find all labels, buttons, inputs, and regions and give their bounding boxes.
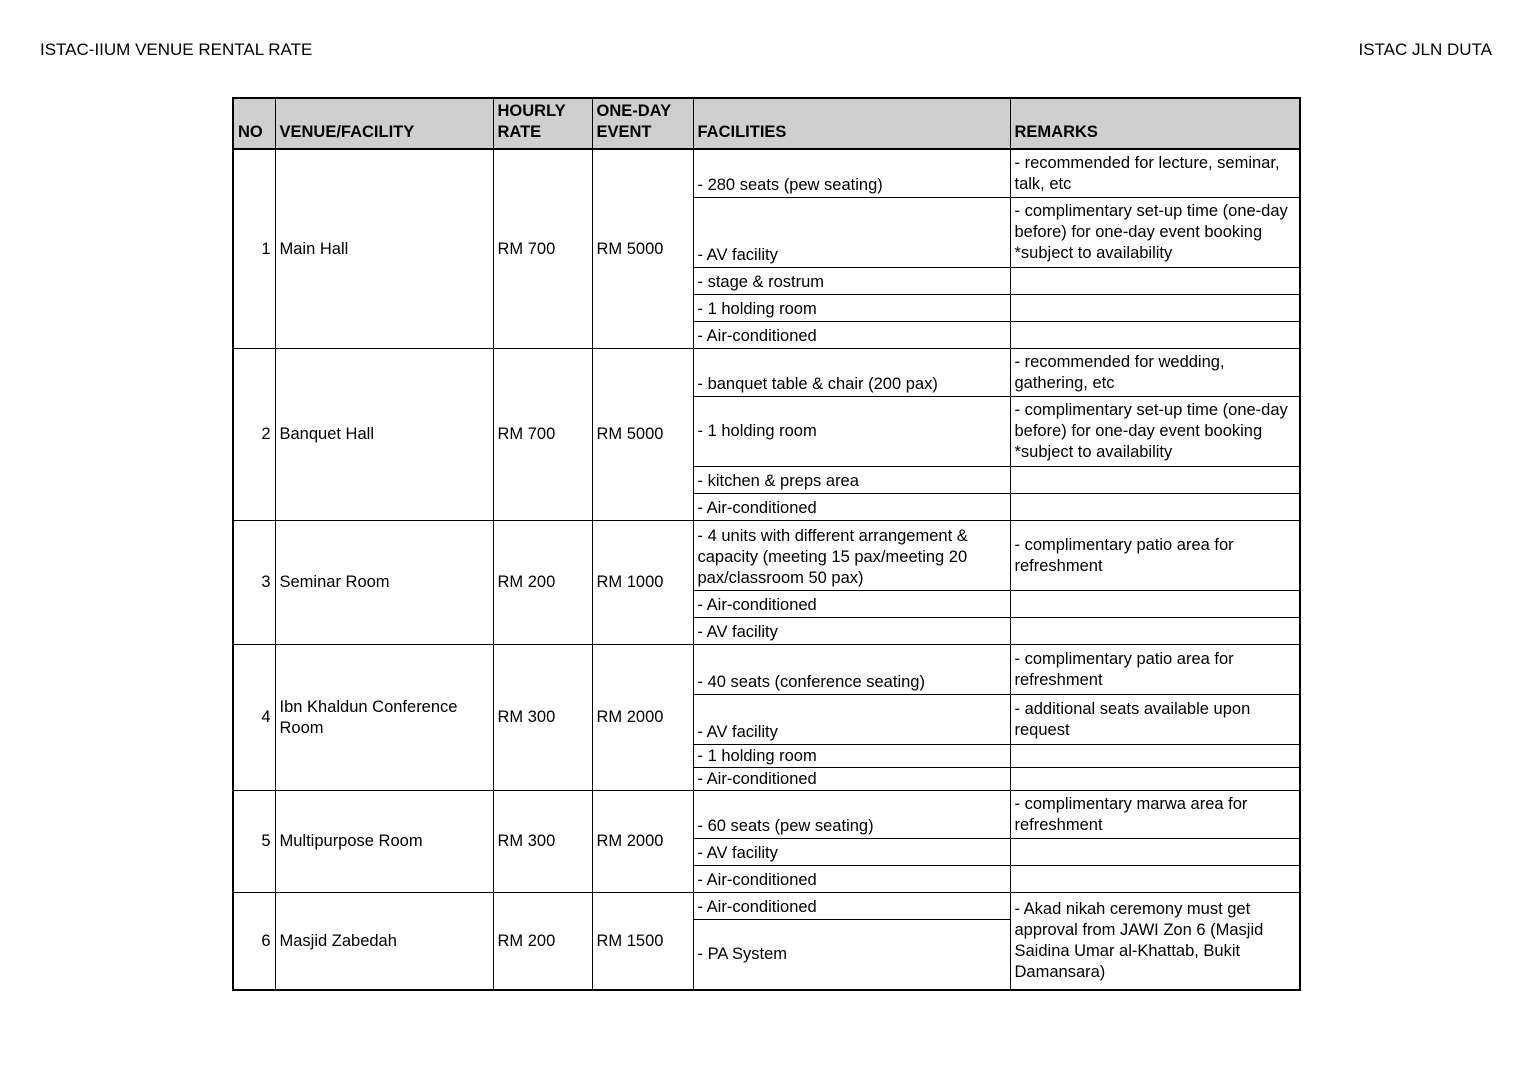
one-day-rate: RM 2000: [592, 644, 693, 790]
remark-item: - complimentary patio area for refreshment: [1010, 520, 1300, 590]
remark-item: [1010, 838, 1300, 865]
remark-item: [1010, 744, 1300, 767]
one-day-rate: RM 1500: [592, 892, 693, 990]
venue-name: Ibn Khaldun Conference Room: [275, 644, 493, 790]
facility-item: - 40 seats (conference seating): [693, 644, 1010, 694]
hourly-rate: RM 300: [493, 790, 592, 892]
header-oneday-line1: ONE-DAY: [596, 102, 672, 120]
facility-item: - 60 seats (pew seating): [693, 790, 1010, 838]
facility-item: - AV facility: [693, 197, 1010, 267]
document-location: ISTAC JLN DUTA: [1358, 40, 1492, 59]
remark-item: [1010, 321, 1300, 348]
venue-name: Main Hall: [275, 149, 493, 348]
facility-item: - AV facility: [693, 617, 1010, 644]
remark-item: - complimentary patio area for refreshment: [1010, 644, 1300, 694]
header-facilities: FACILITIES: [693, 98, 1010, 149]
facility-item: - Air-conditioned: [693, 892, 1010, 919]
remark-item: [1010, 590, 1300, 617]
document-title: ISTAC-IIUM VENUE RENTAL RATE: [40, 40, 313, 59]
remark-item: [1010, 617, 1300, 644]
table-row: [233, 348, 1300, 396]
venue-name: Masjid Zabedah: [275, 892, 493, 990]
facility-item: - AV facility: [693, 838, 1010, 865]
header-hourly-rate: [493, 98, 592, 149]
venue-no: 2: [233, 348, 275, 520]
remark-item: - additional seats available upon request: [1010, 694, 1300, 744]
hourly-rate: RM 700: [493, 348, 592, 520]
venue-no: 3: [233, 520, 275, 644]
facility-item: - stage & rostrum: [693, 267, 1010, 294]
venue-name: Seminar Room: [275, 520, 493, 644]
facility-item: - 4 units with different arrangement & capacity (meeting 15 pax/meeting 20 pax/classroom 50 pax): [693, 520, 1010, 590]
facility-item: - Air-conditioned: [693, 767, 1010, 790]
venue-no: 1: [233, 149, 275, 348]
remark-item: - recommended for wedding, gathering, etc: [1010, 348, 1300, 396]
one-day-rate: RM 2000: [592, 790, 693, 892]
table-row: [233, 149, 1300, 197]
facility-item: - 280 seats (pew seating): [693, 149, 1010, 197]
venue-name: Multipurpose Room: [275, 790, 493, 892]
venue-no: 4: [233, 644, 275, 790]
venue-no: 6: [233, 892, 275, 990]
facility-item: - banquet table & chair (200 pax): [693, 348, 1010, 396]
facility-item: - Air-conditioned: [693, 321, 1010, 348]
remark-item: - complimentary marwa area for refreshment: [1010, 790, 1300, 838]
one-day-rate: RM 1000: [592, 520, 693, 644]
table-row: [233, 790, 1300, 838]
facility-item: - Air-conditioned: [693, 590, 1010, 617]
facility-item: - AV facility: [693, 694, 1010, 744]
remark-item: [1010, 493, 1300, 520]
facility-item: - kitchen & preps area: [693, 466, 1010, 493]
table-row: [233, 644, 1300, 694]
facility-item: - Air-conditioned: [693, 865, 1010, 892]
hourly-rate: RM 300: [493, 644, 592, 790]
remark-item: [1010, 767, 1300, 790]
table-header-row: [233, 98, 1300, 149]
one-day-rate: RM 5000: [592, 149, 693, 348]
table-row: [233, 892, 1300, 919]
remark-item: [1010, 466, 1300, 493]
header-hourly-line1: HOURLY: [497, 102, 566, 120]
header-one-day-event: [592, 98, 693, 149]
header-no: NO: [233, 98, 275, 149]
hourly-rate: RM 200: [493, 892, 592, 990]
remark-item: - recommended for lecture, seminar, talk, etc: [1010, 149, 1300, 197]
hourly-rate: RM 700: [493, 149, 592, 348]
header-oneday-line2: EVENT: [596, 123, 652, 141]
remark-item: - Akad nikah ceremony must get approval from JAWI Zon 6 (Masjid Saidina Umar al-Khattab, Bukit Damansara): [1010, 892, 1300, 990]
facility-item: - 1 holding room: [693, 396, 1010, 466]
table-row: [233, 520, 1300, 590]
header-venue: VENUE/FACILITY: [275, 98, 493, 149]
facility-item: - 1 holding room: [693, 294, 1010, 321]
remark-item: [1010, 865, 1300, 892]
remark-item: - complimentary set-up time (one-day before) for one-day event booking *subject to availability: [1010, 396, 1300, 466]
one-day-rate: RM 5000: [592, 348, 693, 520]
facility-item: - PA System: [693, 919, 1010, 990]
facility-item: - Air-conditioned: [693, 493, 1010, 520]
header-remarks: REMARKS: [1010, 98, 1300, 149]
remark-item: [1010, 294, 1300, 321]
remark-item: [1010, 267, 1300, 294]
remark-item: - complimentary set-up time (one-day before) for one-day event booking *subject to availability: [1010, 197, 1300, 267]
venue-no: 5: [233, 790, 275, 892]
hourly-rate: RM 200: [493, 520, 592, 644]
rental-rate-table: [232, 97, 1301, 991]
venue-name: Banquet Hall: [275, 348, 493, 520]
header-hourly-line2: RATE: [497, 123, 542, 141]
facility-item: - 1 holding room: [693, 744, 1010, 767]
